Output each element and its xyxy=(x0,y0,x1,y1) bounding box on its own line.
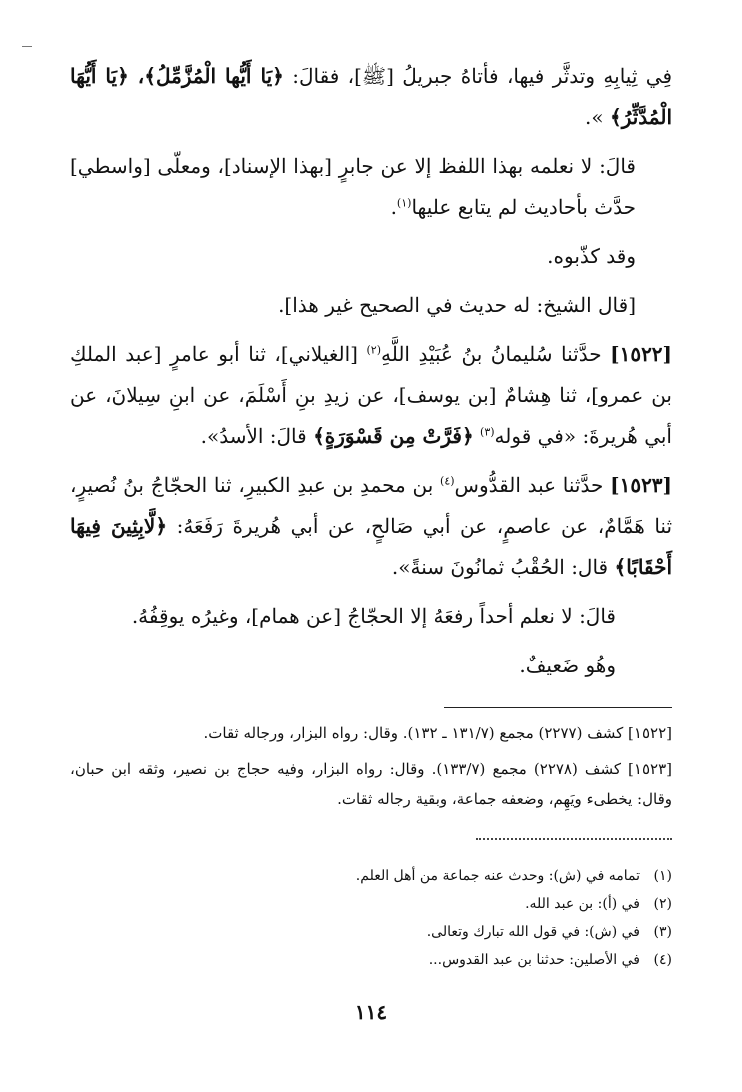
paragraph xyxy=(70,285,672,326)
footnote-text: في الأصلين: حدثنا بن عبد القدوس... xyxy=(428,952,640,968)
quran-quote: ﴿لَّابِثِينَ فِيهَا أَحْقَابًا﴾ xyxy=(70,514,672,579)
text-segment: حدَّثنا عبد القدُّوس xyxy=(454,473,611,497)
paragraph xyxy=(70,146,672,228)
quran-quote: ﴿يَا أَيُّها الْمُزَّمِّلُ﴾، ﴿يَا أَيُّهَا الْمُدَّثِّرُ﴾ xyxy=(70,64,672,129)
paragraph xyxy=(70,645,672,686)
text-segment: قالَ: الأسدُ». xyxy=(200,424,314,448)
footnote-number: (٣) xyxy=(653,924,672,940)
footnote-item xyxy=(70,918,672,946)
footnote-number: (١) xyxy=(653,868,672,884)
text-segment: حدَّثنا سُليمانُ بنُ عُبَيْدِ اللَّهِ xyxy=(380,342,611,366)
footnote-marker: (١) xyxy=(396,196,412,210)
footnote-item xyxy=(70,890,672,918)
scan-mark xyxy=(22,46,32,47)
takhrij-note: [١٥٢٢] كشف (٢٢٧٧) مجمع (١٣١/٧ ـ ١٣٢). وقال: رواه البزار، ورجاله ثقات. xyxy=(203,724,672,742)
text-segment: قالَ: لا نعلم أحداً رفعَهُ إلا الحجّاجُ [عن همام]، وغيرُه يوقِفُهُ. xyxy=(131,604,616,628)
takhrij-notes xyxy=(70,718,672,820)
text-segment: [قال الشيخ: له حديث في الصحيح غير هذا]. xyxy=(278,293,636,317)
text-segment: قال: الحُقْبُ ثمانُونَ سنةً». xyxy=(391,555,615,579)
footnote-item xyxy=(70,862,672,890)
footnote-separator-rule xyxy=(444,707,672,708)
quran-quote: ﴿فَرَّتْ مِن قَسْوَرَةٍ﴾ xyxy=(313,424,474,448)
text-segment: وقد كذّبوه. xyxy=(547,244,636,268)
footnote-text: في (أ): بن عبد الله. xyxy=(525,896,640,912)
footnote-number: (٤) xyxy=(653,952,672,968)
text-segment: ». xyxy=(585,105,610,129)
text-segment: فِي ثِيابِهِ وتدثَّر فيها، فأتاهُ جبريلُ [ﷺ]، فقالَ: xyxy=(283,64,672,88)
page-number: ١١٤ xyxy=(354,1000,388,1024)
text-segment: . xyxy=(390,195,397,219)
text-segment: [الغيلاني]، ثنا أبو عامرٍ [عبد الملكِ بن عمرو]، ثنا هِشامٌ [بن يوسف]، عن زيدِ بنِ أَسْلَمَ، عن ابنِ سِيلانَ، عن أبي هُريرةَ: «في قوله xyxy=(70,342,672,448)
takhrij-note: [١٥٢٣] كشف (٢٢٧٨) مجمع (١٣٣/٧). وقال: رواه البزار، وفيه حجاج بن نصير، وثقه ابن حبان، وقال: يخطىء ويَهِم، وضعفه جماعة، وبقية رجاله ثقات. xyxy=(70,760,672,808)
footnote-marker: (٢) xyxy=(366,343,381,357)
hadith-number: [١٥٢٢] xyxy=(610,342,673,366)
footnote-marker: (٣) xyxy=(480,425,495,439)
text-segment: بن محمدِ بن عبدِ الكبيرِ، ثنا الحجّاجُ بنُ نُصيرٍ، ثنا هَمَّامٌ، عن عاصمٍ، عن أبي صَالحٍ، عن أبي هُريرةَ رَفَعَهُ: xyxy=(70,473,673,538)
footnote-marker: (٤) xyxy=(440,474,455,488)
paragraph xyxy=(70,334,672,457)
footnote-text: في (ش): في قول الله تبارك وتعالى. xyxy=(426,924,640,940)
paragraph xyxy=(70,596,672,637)
dotted-separator xyxy=(476,838,672,840)
paragraph xyxy=(70,465,672,588)
footnote-item xyxy=(70,946,672,974)
main-text xyxy=(70,56,672,694)
footnote-number: (٢) xyxy=(653,896,672,912)
paragraph xyxy=(70,236,672,277)
text-segment: وهُو ضَعيفٌ. xyxy=(519,653,616,677)
footnotes xyxy=(70,862,672,974)
text-segment: قالَ: لا نعلمه بهذا اللفظ إلا عن جابرٍ [بهذا الإسناد]، ومعلّى [واسطي] حدَّث بأحاديث لم يتابع عليها xyxy=(70,154,636,219)
paragraph xyxy=(70,56,672,138)
footnote-text: تمامه في (ش): وحدث عنه جماعة من أهل العلم. xyxy=(355,868,640,884)
hadith-number: [١٥٢٣] xyxy=(610,473,673,497)
